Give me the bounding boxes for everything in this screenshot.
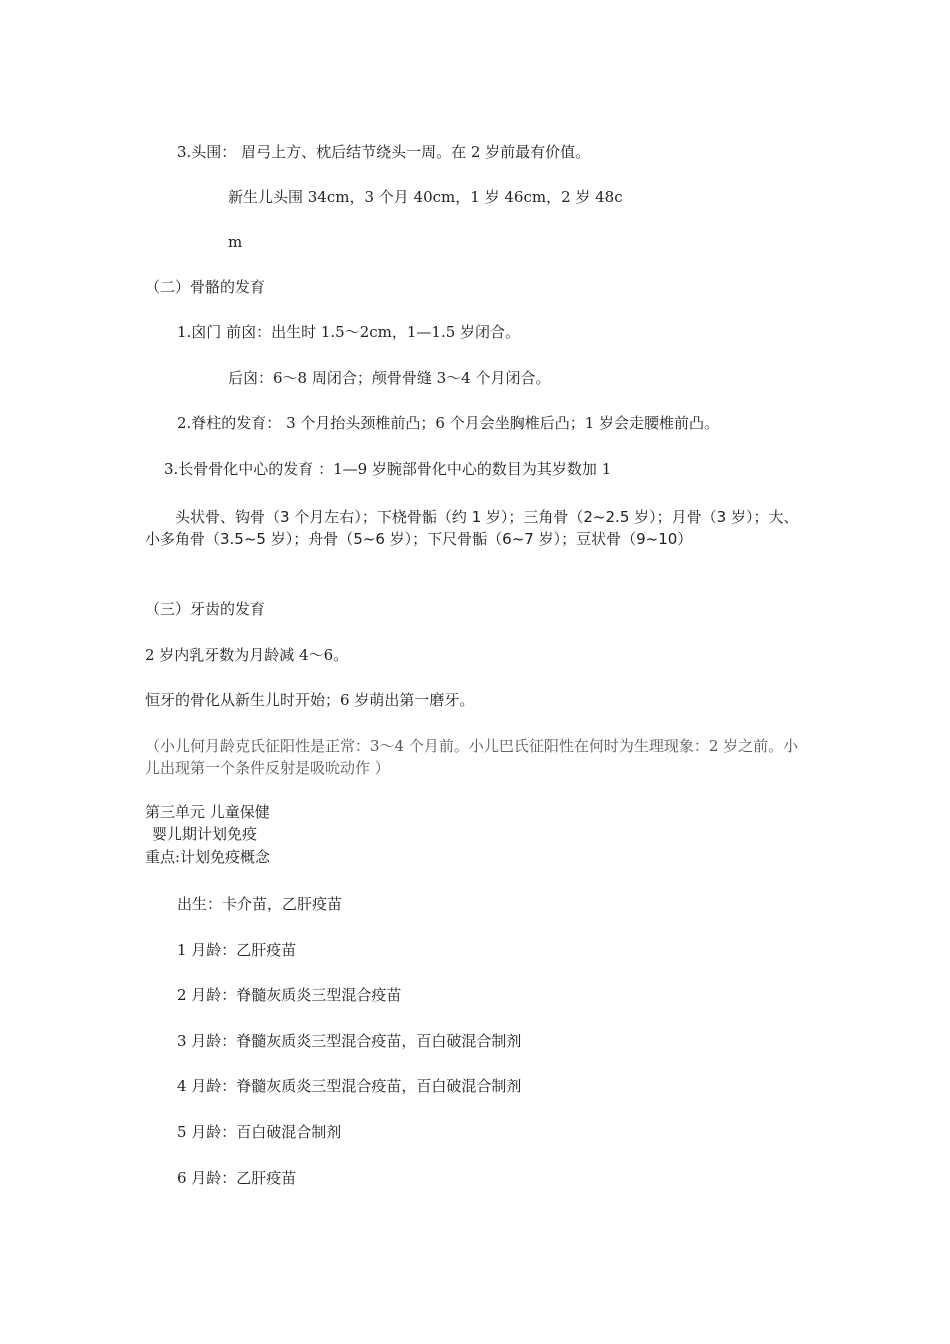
posterior-fontanelle-line: 后囟：6～8 周闭合；颅骨骨缝 3～4 个月闭合。 — [228, 369, 551, 387]
head-circumference-line: 3.头围： 眉弓上方、枕后结节绕头一周。在 2 岁前最有价值。 — [177, 143, 591, 161]
carpal-bones-paragraph: 头状骨、钩骨（3 个月左右）；下桡骨骺（约 1 岁）；三角骨（2~2.5 岁）；月骨（3 岁）；大、小多角骨（3.5~5 岁）；舟骨（5~6 岁）；下尺骨骺（6~7 岁）；豆状骨（9~10） — [145, 508, 799, 548]
spine-line: 2.脊柱的发育： 3 个月抬头颈椎前凸；6 个月会坐胸椎后凸；1 岁会走腰椎前凸。 — [177, 414, 720, 432]
schedule-month-6: 6 月龄：乙肝疫苗 — [177, 1169, 297, 1187]
key-point-line: 重点:计划免疫概念 — [145, 848, 271, 866]
schedule-month-3: 3 月龄：脊髓灰质炎三型混合疫苗，百白破混合制剂 — [177, 1032, 522, 1050]
head-circumference-values-cont: m — [228, 233, 243, 251]
primary-teeth-line: 2 岁内乳牙数为月龄减 4～6。 — [145, 646, 349, 664]
head-circumference-values: 新生儿头围 34cm，3 个月 40cm，1 岁 46cm，2 岁 48c — [228, 188, 623, 206]
schedule-month-1: 1 月龄：乙肝疫苗 — [177, 941, 297, 959]
section-heading-teeth: （三）牙齿的发育 — [145, 600, 266, 618]
section-heading-bone: （二）骨骼的发育 — [145, 278, 266, 296]
ossification-center-line: 3.长骨骨化中心的发育 ：1—9 岁腕部骨化中心的数目为其岁数加 1 — [164, 460, 612, 478]
immunization-heading: 婴儿期计划免疫 — [152, 825, 258, 843]
reflex-note-paragraph: （小儿何月龄克氏征阳性是正常：3～4 个月前。小儿巴氏征阳性在何时为生理现象：2 岁之前。小儿出现第一个条件反射是吸吮动作 ） — [145, 737, 799, 777]
unit-heading: 第三单元 儿童保健 — [145, 803, 270, 821]
fontanelle-line: 1.囟门 前囟：出生时 1.5～2cm，1—1.5 岁闭合。 — [177, 323, 521, 341]
schedule-birth: 出生：卡介苗，乙肝疫苗 — [177, 895, 343, 913]
schedule-month-5: 5 月龄：百白破混合制剂 — [177, 1123, 342, 1141]
permanent-teeth-line: 恒牙的骨化从新生儿时开始；6 岁萌出第一磨牙。 — [145, 691, 475, 709]
schedule-month-2: 2 月龄：脊髓灰质炎三型混合疫苗 — [177, 986, 402, 1004]
schedule-month-4: 4 月龄：脊髓灰质炎三型混合疫苗，百白破混合制剂 — [177, 1077, 522, 1095]
